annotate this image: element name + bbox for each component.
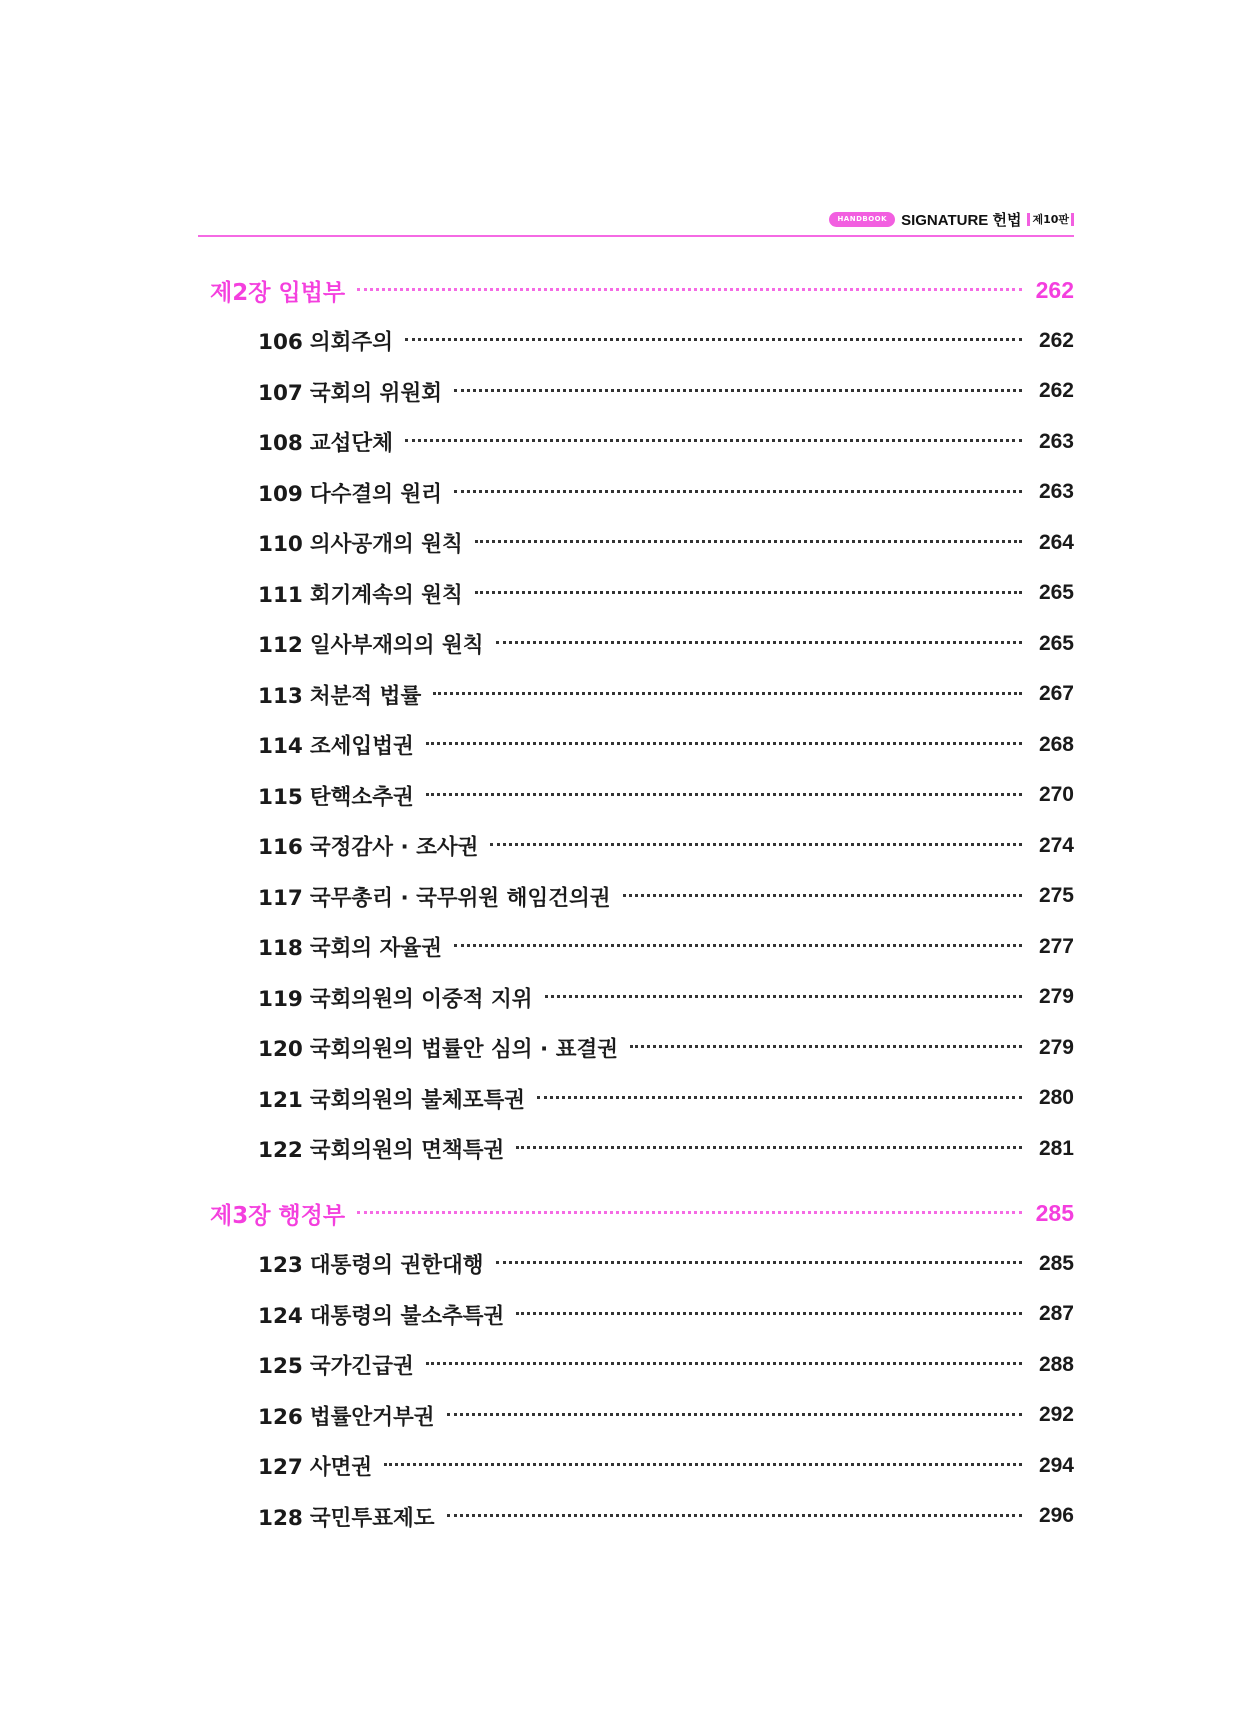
entry-title: 법률안거부권 (309, 1404, 435, 1430)
entry-title-group (258, 1299, 516, 1330)
toc-entry-row[interactable] (210, 1289, 1074, 1340)
entry-page-number: 294 (1038, 1453, 1074, 1477)
entry-page-number: 285 (1038, 1251, 1074, 1275)
chapter-spacer (210, 1174, 1074, 1188)
entry-title-group (258, 1501, 447, 1532)
leader-dots (454, 944, 1022, 947)
entry-title-group (258, 729, 426, 760)
entry-title: 교섭단체 (309, 431, 393, 457)
entry-number: 117 (258, 885, 303, 911)
chapter-page-number: 262 (1035, 276, 1074, 303)
entry-number: 107 (258, 380, 303, 406)
leader-dots (433, 692, 1022, 695)
entry-number: 124 (258, 1303, 303, 1329)
chapter-title: 제2장 입법부 (210, 279, 346, 306)
toc-entry-row[interactable] (210, 619, 1074, 670)
entry-title-group (258, 1450, 384, 1481)
leader-dots (630, 1045, 1022, 1048)
leader-dots (516, 1312, 1022, 1315)
toc-entry-row[interactable] (210, 1340, 1074, 1391)
entry-page-number: 296 (1038, 1504, 1074, 1528)
toc-entry-row[interactable] (210, 568, 1074, 619)
entry-title-group (258, 628, 496, 659)
entry-number: 110 (258, 532, 303, 558)
entry-title-group (258, 931, 454, 962)
entry-page-number: 263 (1038, 429, 1074, 453)
entry-page-number: 288 (1038, 1352, 1074, 1376)
toc-entry-row[interactable] (210, 1023, 1074, 1074)
entry-page-number: 274 (1038, 833, 1074, 857)
toc-entry-row[interactable] (210, 518, 1074, 569)
entry-page-number: 263 (1038, 480, 1074, 504)
entry-page-number: 279 (1038, 1035, 1074, 1059)
leader-dots (454, 490, 1022, 493)
entry-title-group (258, 1349, 426, 1380)
leader-dots (490, 843, 1022, 846)
toc-entry-row[interactable] (210, 1491, 1074, 1542)
entry-page-number: 280 (1038, 1086, 1074, 1110)
entry-title: 다수결의 원리 (309, 481, 442, 507)
entry-title-group (258, 527, 475, 558)
leader-dots (475, 591, 1022, 594)
running-header (198, 203, 1074, 237)
leader-dots (496, 1261, 1022, 1264)
entry-title-group (258, 679, 433, 710)
entry-number: 121 (258, 1087, 303, 1113)
toc-entry-row[interactable] (210, 366, 1074, 417)
entry-title: 일사부재의의 원칙 (309, 633, 484, 659)
book-edition: 제10판 (1027, 213, 1074, 226)
entry-title: 국민투표제도 (309, 1505, 435, 1531)
entry-page-number: 265 (1038, 581, 1074, 605)
entry-title: 국회의 위원회 (309, 380, 442, 406)
toc-entry-row[interactable] (210, 1390, 1074, 1441)
entry-title: 국회의원의 면책특권 (309, 1138, 505, 1164)
toc-entry-row[interactable] (210, 417, 1074, 468)
entry-page-number: 262 (1038, 379, 1074, 403)
entry-number: 118 (258, 936, 303, 962)
entry-number: 106 (258, 330, 303, 356)
entry-number: 111 (258, 582, 303, 608)
toc-chapter-row[interactable] (210, 265, 1074, 316)
entry-page-number: 279 (1038, 985, 1074, 1009)
entry-title: 회기계속의 원칙 (309, 582, 463, 608)
table-of-contents (210, 265, 1074, 1542)
entry-page-number: 268 (1038, 732, 1074, 756)
entry-number: 115 (258, 784, 303, 810)
entry-title: 처분적 법률 (309, 683, 422, 709)
entry-page-number: 277 (1038, 934, 1074, 958)
entry-title-group (258, 578, 475, 609)
entry-number: 122 (258, 1138, 303, 1164)
toc-entry-row[interactable] (210, 770, 1074, 821)
leader-dots (516, 1146, 1022, 1149)
handbook-badge: HANDBOOK (829, 212, 895, 227)
entry-number: 112 (258, 633, 303, 659)
toc-entry-row[interactable] (210, 1239, 1074, 1290)
entry-number: 116 (258, 835, 303, 861)
toc-entry-row[interactable] (210, 922, 1074, 973)
toc-entry-row[interactable] (210, 821, 1074, 872)
chapter-title: 제3장 행정부 (210, 1202, 346, 1229)
toc-entry-row[interactable] (210, 1124, 1074, 1175)
leader-dots (426, 742, 1022, 745)
toc-entry-row[interactable] (210, 972, 1074, 1023)
entry-title-group (258, 881, 623, 912)
toc-entry-row[interactable] (210, 467, 1074, 518)
entry-title: 국무총리 · 국무위원 해임건의권 (309, 885, 611, 911)
entry-title: 국회의원의 이중적 지위 (309, 986, 533, 1012)
entry-title: 대통령의 권한대행 (309, 1253, 484, 1279)
leader-dots (447, 1413, 1022, 1416)
entry-title: 조세입법권 (309, 734, 414, 760)
entry-title-group (258, 376, 454, 407)
entry-title: 탄핵소추권 (309, 784, 414, 810)
entry-number: 119 (258, 986, 303, 1012)
leader-dots (447, 1514, 1022, 1517)
entry-title: 사면권 (309, 1455, 373, 1481)
entry-number: 113 (258, 683, 303, 709)
entry-page-number: 264 (1038, 530, 1074, 554)
entry-title-group (258, 1083, 537, 1114)
entry-page-number: 267 (1038, 682, 1074, 706)
leader-dots (496, 641, 1022, 644)
entry-number: 125 (258, 1354, 303, 1380)
book-title: SIGNATURE 헌법 (901, 212, 1022, 229)
entry-title-group (258, 1400, 447, 1431)
entry-number: 114 (258, 734, 303, 760)
entry-number: 126 (258, 1404, 303, 1430)
entry-title: 의사공개의 원칙 (309, 532, 463, 558)
entry-page-number: 275 (1038, 884, 1074, 908)
entry-title: 국정감사 · 조사권 (309, 835, 479, 861)
entry-title: 국회의원의 법률안 심의 · 표결권 (309, 1037, 618, 1063)
book-brand (829, 209, 1074, 230)
toc-entry-row[interactable] (210, 871, 1074, 922)
leader-dots (405, 439, 1022, 442)
leader-dots (545, 995, 1022, 998)
entry-title: 국가긴급권 (309, 1354, 414, 1380)
toc-entry-row[interactable] (210, 720, 1074, 771)
entry-title-group (258, 830, 490, 861)
leader-dots (405, 338, 1022, 341)
entry-title-group (258, 982, 545, 1013)
leader-dots (475, 540, 1022, 543)
entry-page-number: 270 (1038, 783, 1074, 807)
entry-page-number: 262 (1038, 328, 1074, 352)
leader-dots (384, 1463, 1022, 1466)
leader-dots (357, 1211, 1022, 1214)
entry-page-number: 292 (1038, 1403, 1074, 1427)
entry-title-group (258, 325, 405, 356)
toc-entry-row[interactable] (210, 669, 1074, 720)
entry-title-group (258, 1248, 496, 1279)
leader-dots (357, 288, 1022, 291)
toc-chapter-row[interactable] (210, 1188, 1074, 1239)
entry-title: 의회주의 (309, 330, 393, 356)
chapter-page-number: 285 (1035, 1199, 1074, 1226)
toc-entry-row[interactable] (210, 1073, 1074, 1124)
entry-title-group (258, 477, 454, 508)
entry-title: 국회의원의 불체포특권 (309, 1087, 526, 1113)
entry-number: 127 (258, 1455, 303, 1481)
entry-number: 128 (258, 1505, 303, 1531)
entry-title-group (258, 1032, 630, 1063)
toc-entry-row[interactable] (210, 316, 1074, 367)
header-rule (198, 235, 1074, 237)
entry-number: 109 (258, 481, 303, 507)
entry-page-number: 287 (1038, 1302, 1074, 1326)
entry-title: 대통령의 불소추특권 (309, 1303, 505, 1329)
entry-number: 123 (258, 1253, 303, 1279)
entry-page-number: 265 (1038, 631, 1074, 655)
leader-dots (426, 1362, 1022, 1365)
entry-title-group (258, 1133, 516, 1164)
entry-number: 120 (258, 1037, 303, 1063)
entry-title-group (258, 780, 426, 811)
leader-dots (537, 1096, 1022, 1099)
leader-dots (426, 793, 1022, 796)
entry-title: 국회의 자율권 (309, 936, 442, 962)
leader-dots (623, 894, 1022, 897)
leader-dots (454, 389, 1022, 392)
toc-entry-row[interactable] (210, 1441, 1074, 1492)
entry-title-group (258, 426, 405, 457)
entry-number: 108 (258, 431, 303, 457)
entry-page-number: 281 (1038, 1136, 1074, 1160)
